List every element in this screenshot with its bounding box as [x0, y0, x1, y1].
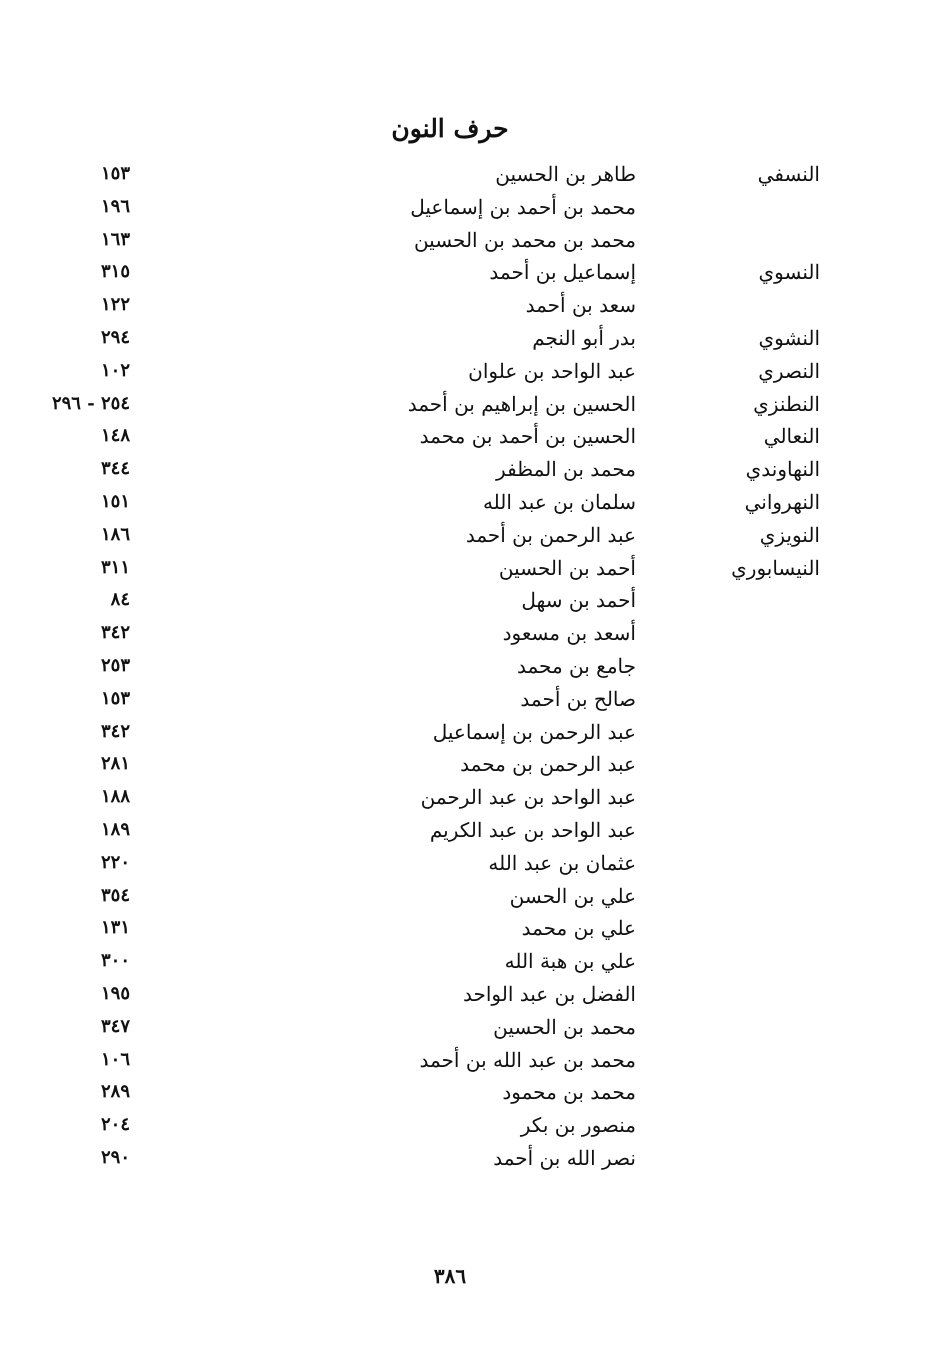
index-row — [0, 420, 940, 453]
index-row — [0, 388, 940, 421]
entry-nisba: النعالي — [763, 424, 820, 449]
entry-page-ref: ٣٤٧ — [100, 1015, 130, 1037]
index-row — [0, 355, 940, 388]
entry-page-ref: ١٥١ — [100, 490, 130, 512]
index-row — [0, 1109, 940, 1142]
entry-name: صالح بن أحمد — [520, 686, 636, 711]
entry-name: سلمان بن عبد الله — [482, 489, 636, 514]
index-row — [0, 1142, 940, 1175]
entry-page-ref: ١٠٦ — [100, 1048, 130, 1070]
entry-name: أسعد بن مسعود — [502, 621, 636, 646]
entry-page-ref: ١٦٣ — [100, 228, 130, 250]
entry-nisba: النويزي — [759, 522, 820, 547]
entry-page-ref: ٢٨١ — [100, 753, 130, 775]
index-row — [0, 748, 940, 781]
entry-name: محمد بن المظفر — [496, 457, 636, 482]
entry-name: أحمد بن سهل — [521, 588, 636, 613]
index-row — [0, 912, 940, 945]
entry-nisba: النشوي — [758, 325, 820, 350]
entry-page-ref: ٢٩٤ — [100, 326, 130, 348]
entry-name: عبد الرحمن بن إسماعيل — [432, 719, 636, 744]
entry-nisba: النيسابوري — [731, 555, 820, 580]
entry-nisba: النهاوندي — [745, 457, 820, 482]
entry-page-ref: ١٥٣ — [100, 687, 130, 709]
entry-name: الحسين بن إبراهيم بن أحمد — [407, 391, 636, 416]
entry-page-ref: ٢٨٩ — [100, 1081, 130, 1103]
entry-name: محمد بن محمود — [502, 1080, 636, 1105]
page-number: ٣٨٦ — [433, 1264, 467, 1288]
entry-name: الفضل بن عبد الواحد — [463, 981, 636, 1006]
index-row — [0, 486, 940, 519]
entry-page-ref: ٢٩٠ — [100, 1146, 130, 1168]
entry-name: علي بن محمد — [521, 916, 636, 941]
entry-page-ref: ٣١١ — [100, 556, 130, 578]
entry-page-ref: ١٩٦ — [100, 195, 130, 217]
entry-page-ref: ٢٥٣ — [100, 654, 130, 676]
entry-name: علي بن هبة الله — [504, 949, 636, 974]
entry-nisba: النصري — [758, 358, 820, 383]
entry-nisba: النطنزي — [753, 391, 820, 416]
index-row — [0, 1011, 940, 1044]
entry-page-ref: ٣٤٢ — [100, 622, 130, 644]
entry-name: سعد بن أحمد — [525, 293, 636, 318]
entry-name: جامع بن محمد — [516, 653, 636, 678]
entry-name: الحسين بن أحمد بن محمد — [419, 424, 636, 449]
entry-name: طاهر بن الحسين — [495, 162, 636, 186]
index-row — [0, 322, 940, 355]
entry-nisba: النسوي — [758, 260, 820, 285]
entry-name: عبد الرحمن بن محمد — [460, 752, 636, 777]
entry-page-ref: ٢٠٤ — [100, 1114, 130, 1136]
entry-name: محمد بن الحسين — [493, 1014, 636, 1039]
entry-page-ref: ٢٥٤ - ٢٩٦ — [51, 392, 130, 414]
entry-page-ref: ٣٠٠ — [100, 950, 130, 972]
entry-page-ref: ١٨٨ — [100, 786, 130, 808]
entry-name: إسماعيل بن أحمد — [489, 260, 636, 285]
entry-name: محمد بن محمد بن الحسين — [413, 227, 636, 252]
index-row — [0, 224, 940, 257]
index-row — [0, 552, 940, 585]
entry-page-ref: ٢٢٠ — [100, 851, 130, 873]
entry-page-ref: ٣١٥ — [100, 261, 130, 283]
index-row — [0, 880, 940, 913]
index-row — [0, 256, 940, 289]
entry-name: عبد الرحمن بن أحمد — [465, 522, 636, 547]
entry-name: عبد الواحد بن عبد الرحمن — [420, 785, 636, 810]
entry-page-ref: ٣٥٤ — [100, 884, 130, 906]
entry-page-ref: ١٢٢ — [100, 294, 130, 316]
entry-name: علي بن الحسن — [509, 883, 636, 908]
entry-page-ref: ٣٤٤ — [100, 458, 130, 480]
page-heading: حرف النون — [391, 114, 509, 143]
entry-page-ref: ١٨٦ — [100, 523, 130, 545]
index-row — [0, 289, 940, 322]
entry-name: عبد الواحد بن علوان — [468, 358, 636, 383]
index-row — [0, 650, 940, 683]
entry-page-ref: ١٥٣ — [100, 163, 130, 184]
index-row — [0, 978, 940, 1011]
entry-name: محمد بن عبد الله بن أحمد — [419, 1047, 636, 1072]
index-row — [0, 584, 940, 617]
index-row — [0, 453, 940, 486]
entry-page-ref: ١٣١ — [100, 917, 130, 939]
entry-page-ref: ٨٤ — [110, 589, 130, 611]
entry-page-ref: ١٤٨ — [100, 425, 130, 447]
entry-nisba: النسفي — [757, 162, 820, 186]
index-row — [0, 158, 940, 191]
entry-name: محمد بن أحمد بن إسماعيل — [410, 194, 636, 219]
entry-name: عبد الواحد بن عبد الكريم — [429, 817, 636, 842]
index-row — [0, 1076, 940, 1109]
index-entries — [0, 158, 940, 1175]
entry-page-ref: ٣٤٢ — [100, 720, 130, 742]
entry-page-ref: ١٩٥ — [100, 982, 130, 1004]
entry-nisba: النهرواني — [744, 489, 820, 514]
index-row — [0, 519, 940, 552]
index-row — [0, 1044, 940, 1077]
entry-page-ref: ١٠٢ — [100, 359, 130, 381]
entry-name: بدر أبو النجم — [532, 325, 636, 350]
entry-name: أحمد بن الحسين — [498, 555, 636, 580]
entry-name: نصر الله بن أحمد — [493, 1145, 636, 1170]
index-row — [0, 191, 940, 224]
entry-name: منصور بن بكر — [520, 1113, 636, 1138]
index-row — [0, 781, 940, 814]
index-row — [0, 617, 940, 650]
index-row — [0, 716, 940, 749]
index-row — [0, 847, 940, 880]
index-row — [0, 945, 940, 978]
entry-page-ref: ١٨٩ — [100, 818, 130, 840]
index-row — [0, 683, 940, 716]
entry-name: عثمان بن عبد الله — [488, 850, 636, 875]
index-row — [0, 814, 940, 847]
